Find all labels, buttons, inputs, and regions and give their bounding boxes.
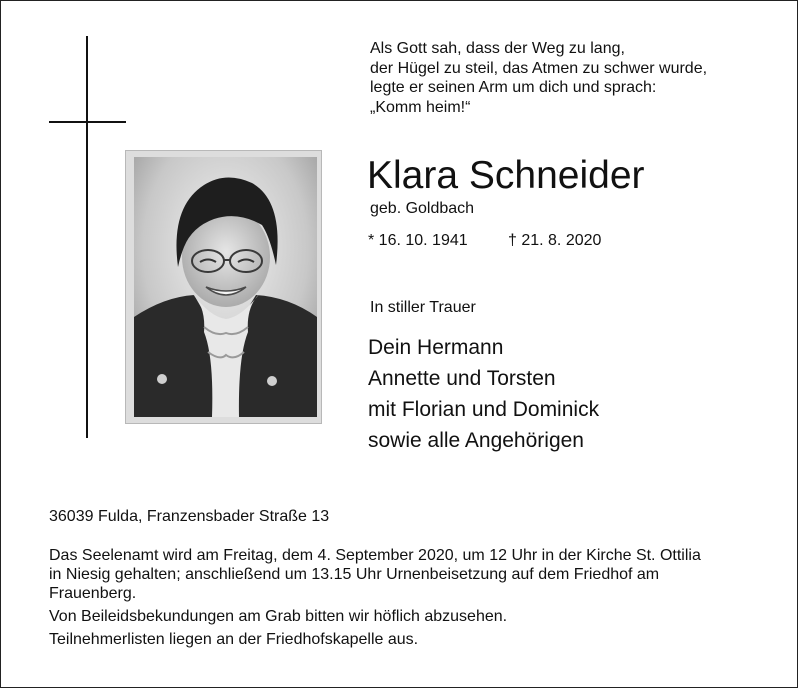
poem-line: legte er seinen Arm um dich und sprach: bbox=[370, 79, 657, 96]
cross-icon-horizontal-bar bbox=[49, 121, 126, 123]
cross-icon-vertical-bar bbox=[86, 36, 88, 438]
birth-date: * 16. 10. 1941 bbox=[368, 232, 468, 249]
mourners-list bbox=[368, 332, 599, 456]
poem bbox=[370, 39, 707, 117]
poem-line: Als Gott sah, dass der Weg zu lang, bbox=[370, 40, 625, 57]
poem-line: der Hügel zu steil, das Atmen zu schwer wurde, bbox=[370, 59, 708, 77]
maiden-name: geb. Goldbach bbox=[370, 200, 475, 217]
portrait-frame bbox=[125, 150, 322, 424]
mourner: mit Florian und Dominick bbox=[368, 398, 600, 421]
poem-line: „Komm heim!“ bbox=[370, 98, 471, 116]
deceased-name: Klara Schneider bbox=[367, 154, 645, 197]
mourner: Dein Hermann bbox=[368, 336, 504, 359]
mourner: sowie alle Angehörigen bbox=[368, 429, 584, 452]
service-line: Das Seelenamt wird am Freitag, dem 4. September 2020, um 12 Uhr in der Kirche St. Ottilia bbox=[49, 547, 701, 564]
service-line: Frauenberg. bbox=[49, 585, 137, 602]
service-line: Teilnehmerlisten liegen an der Friedhofskapelle aus. bbox=[49, 631, 419, 648]
service-line: in Niesig gehalten; anschließend um 13.15 Uhr Urnenbeisetzung auf dem Friedhof am bbox=[49, 566, 660, 583]
mourner: Annette und Torsten bbox=[368, 367, 556, 390]
portrait-photo bbox=[134, 157, 317, 417]
service-line: Von Beileidsbekundungen am Grab bitten wir höflich abzusehen. bbox=[49, 608, 508, 625]
service-info bbox=[49, 546, 701, 649]
death-date: † 21. 8. 2020 bbox=[508, 232, 602, 249]
life-dates bbox=[368, 232, 602, 250]
address: 36039 Fulda, Franzensbader Straße 13 bbox=[49, 508, 330, 525]
mourning-label: In stiller Trauer bbox=[370, 299, 476, 316]
